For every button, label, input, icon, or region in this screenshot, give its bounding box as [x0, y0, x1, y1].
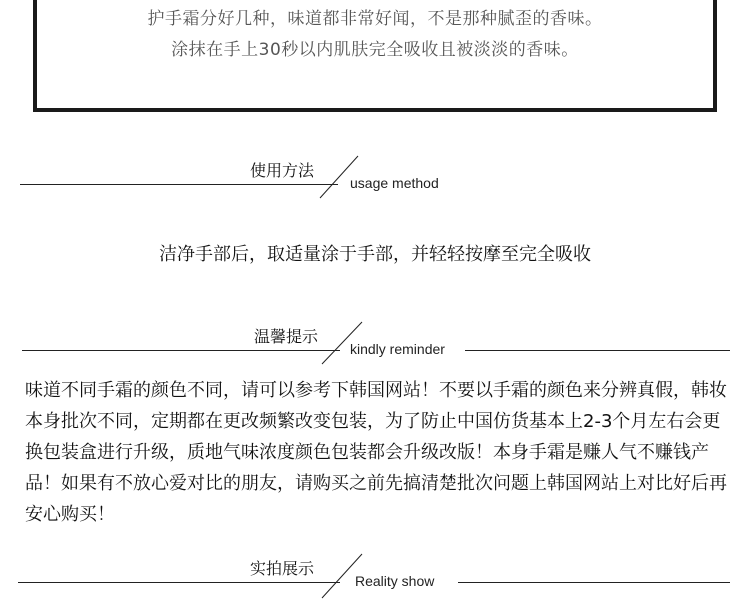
intro-frame: [33, 0, 717, 112]
usage-section-header: [0, 150, 750, 210]
reality-title-en: Reality show: [355, 573, 435, 589]
usage-divider-left: [20, 184, 338, 185]
reminder-title-cn: 温馨提示: [254, 327, 319, 346]
usage-text: 洁净手部后，取适量涂于手部，并轻轻按摩至完全吸收: [159, 244, 591, 265]
reality-divider-left: [18, 582, 340, 583]
reminder-divider-left: [22, 350, 340, 351]
usage-title-en: usage method: [350, 175, 439, 191]
reminder-divider-right: [465, 350, 730, 351]
reality-title-cn: 实拍展示: [250, 559, 315, 578]
reminder-section-header: [0, 316, 750, 376]
reality-divider-right: [458, 582, 730, 583]
usage-title-cn: 使用方法: [250, 161, 315, 180]
reality-section-header: [0, 548, 750, 608]
reminder-title-en: kindly reminder: [350, 341, 445, 357]
reminder-paragraph: 味道不同手霜的颜色不同，请可以参考下韩国网站！不要以手霜的颜色来分辨真假，韩妆本身批次不同，定期都在更改频繁改变包装，为了防止中国仿货基本上2-3个月左右会更换包装盒进行升级，质地气味浓度颜色包装都会升级改版！本身手霜是赚人气不赚钱产品！如果有不放心爱对比的朋友，请购买之前先搞清楚批次问题上韩国网站上对比好后再安心购买！: [25, 380, 727, 525]
intro-line-2: 涂抹在手上30秒以内肌肤完全吸收且被淡淡的香味。: [171, 40, 579, 60]
intro-line-1: 护手霜分好几种，味道都非常好闻，不是那种腻歪的香味。: [147, 9, 603, 29]
